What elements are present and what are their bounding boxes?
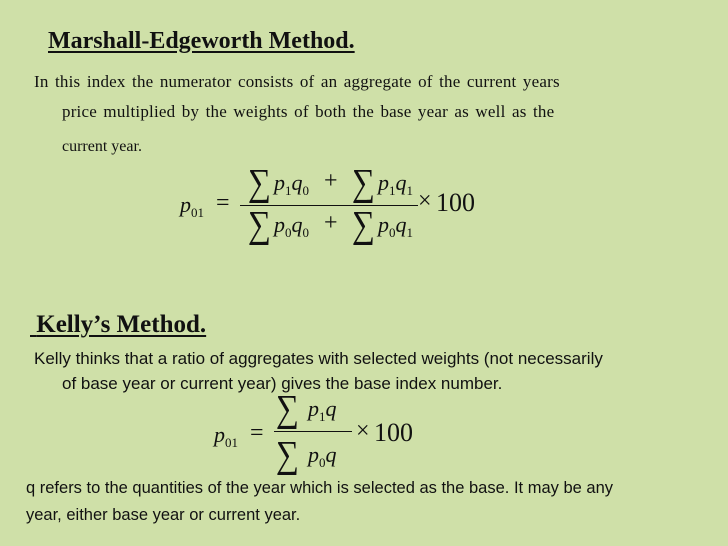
kelly-num-term: $p_1q$: [308, 396, 337, 424]
kelly-fraction-bar: [274, 431, 352, 432]
marshall-den-term2: $p_0q_1$: [378, 212, 413, 240]
kelly-note-line2: year, either base year or current year.: [26, 506, 301, 524]
marshall-text-line1: In this index the numerator consists of an aggregate of the current years: [34, 72, 560, 91]
marshall-equals: =: [216, 190, 230, 216]
marshall-den-term1: $p_0q_0$: [274, 212, 309, 240]
marshall-factor: 100: [436, 188, 475, 217]
kelly-heading: Kelly’s Method.: [36, 311, 207, 338]
marshall-num-term1: $p_1q_0$: [274, 170, 309, 198]
kelly-text-line2: of base year or current year) gives the base index number.: [62, 374, 503, 393]
kelly-den-term: $p_0q$: [308, 442, 337, 470]
marshall-num-sigma2: ∑: [352, 162, 376, 204]
kelly-num-sigma: ∑: [276, 388, 300, 430]
kelly-note-line1: q refers to the quantities of the year which is selected as the base. It may be any: [26, 479, 613, 497]
marshall-num-sigma1: ∑: [248, 162, 272, 204]
marshall-den-sigma2: ∑: [352, 204, 376, 246]
kelly-times: ×: [356, 418, 370, 444]
marshall-text-line3: current year.: [62, 138, 142, 155]
marshall-times: ×: [418, 188, 432, 214]
marshall-lhs: $p_{01}$: [180, 192, 204, 220]
marshall-heading: Marshall-Edgeworth Method.: [48, 28, 355, 54]
marshall-den-sigma1: ∑: [248, 204, 272, 246]
marshall-num-plus: +: [324, 168, 338, 194]
kelly-lhs: $p_{01}$: [214, 422, 238, 450]
kelly-equals: =: [250, 420, 264, 446]
marshall-den-plus: +: [324, 210, 338, 236]
kelly-text-line1: Kelly thinks that a ratio of aggregates with selected weights (not necessarily: [34, 349, 603, 368]
kelly-den-sigma: ∑: [276, 434, 300, 476]
marshall-text-line2: price multiplied by the weights of both the base year as well as the: [62, 102, 555, 121]
marshall-num-term2: $p_1q_1$: [378, 170, 413, 198]
kelly-factor: 100: [374, 418, 413, 447]
